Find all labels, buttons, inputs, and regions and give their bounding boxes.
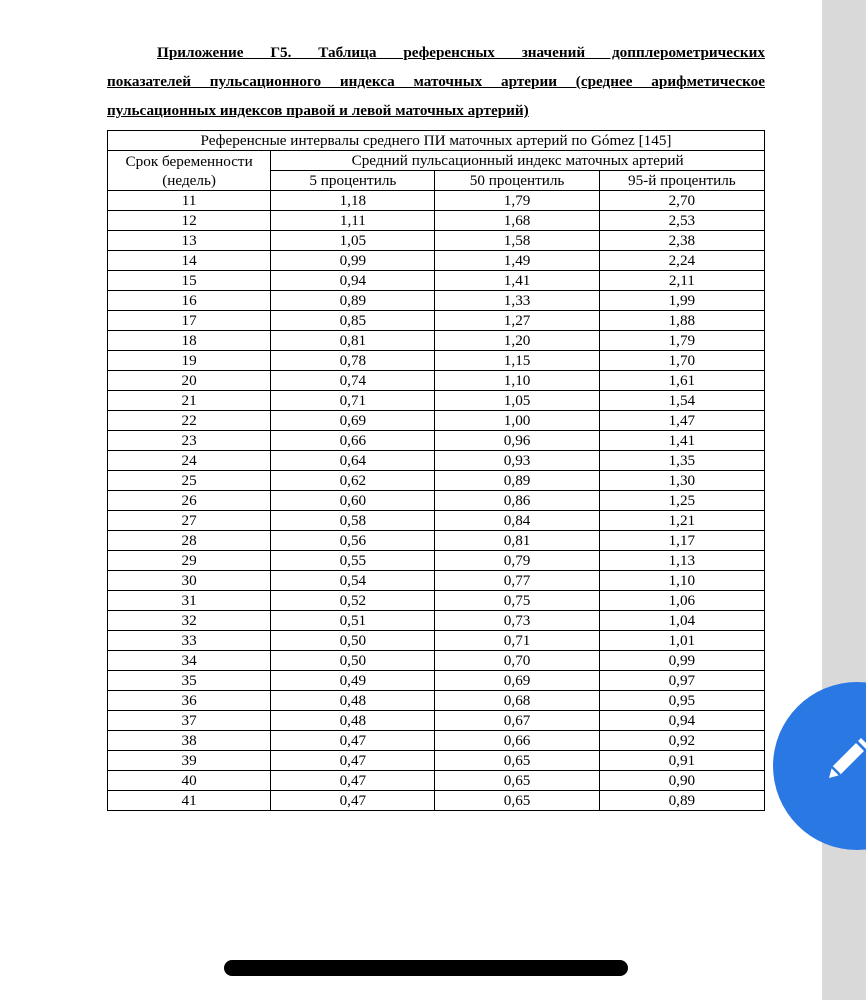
p50-cell: 0,89 bbox=[435, 471, 599, 491]
p95-cell: 1,99 bbox=[599, 291, 764, 311]
p50-cell: 1,15 bbox=[435, 351, 599, 371]
week-cell: 18 bbox=[108, 331, 271, 351]
table-row bbox=[108, 191, 765, 211]
week-header-line-2: (недель) bbox=[162, 171, 216, 189]
p95-cell: 0,99 bbox=[599, 651, 764, 671]
table-row bbox=[108, 271, 765, 291]
p5-cell: 0,66 bbox=[271, 431, 435, 451]
table-row bbox=[108, 531, 765, 551]
p5-cell: 0,50 bbox=[271, 651, 435, 671]
p95-cell: 1,47 bbox=[599, 411, 764, 431]
p95-cell: 0,95 bbox=[599, 691, 764, 711]
p50-cell: 0,70 bbox=[435, 651, 599, 671]
p50-cell: 0,66 bbox=[435, 731, 599, 751]
p50-cell: 0,81 bbox=[435, 531, 599, 551]
p5-cell: 0,48 bbox=[271, 711, 435, 731]
p50-cell: 0,79 bbox=[435, 551, 599, 571]
p50-cell: 0,73 bbox=[435, 611, 599, 631]
week-cell: 37 bbox=[108, 711, 271, 731]
p50-cell: 1,00 bbox=[435, 411, 599, 431]
p95-cell: 2,38 bbox=[599, 231, 764, 251]
appendix-heading bbox=[107, 38, 765, 125]
p5-cell: 0,47 bbox=[271, 791, 435, 811]
week-cell: 34 bbox=[108, 651, 271, 671]
p50-cell: 0,86 bbox=[435, 491, 599, 511]
p50-cell: 1,27 bbox=[435, 311, 599, 331]
p95-cell: 2,53 bbox=[599, 211, 764, 231]
week-cell: 38 bbox=[108, 731, 271, 751]
p5-cell: 0,71 bbox=[271, 391, 435, 411]
week-cell: 15 bbox=[108, 271, 271, 291]
week-cell: 30 bbox=[108, 571, 271, 591]
p5-column-header: 5 процентиль bbox=[271, 171, 435, 191]
table-row bbox=[108, 711, 765, 731]
p95-cell: 0,94 bbox=[599, 711, 764, 731]
scroll-rail[interactable] bbox=[822, 0, 866, 1000]
group-header: Средний пульсационный индекс маточных артерий bbox=[271, 151, 765, 171]
table-caption-row bbox=[108, 131, 765, 151]
table-row bbox=[108, 431, 765, 451]
p95-cell: 1,88 bbox=[599, 311, 764, 331]
p50-cell: 1,58 bbox=[435, 231, 599, 251]
p50-cell: 0,67 bbox=[435, 711, 599, 731]
p5-cell: 0,58 bbox=[271, 511, 435, 531]
heading-line-3: пульсационных индексов правой и левой маточных артерий) bbox=[107, 102, 529, 119]
table-row bbox=[108, 791, 765, 811]
p95-cell: 1,79 bbox=[599, 331, 764, 351]
table-row bbox=[108, 311, 765, 331]
week-cell: 11 bbox=[108, 191, 271, 211]
week-cell: 22 bbox=[108, 411, 271, 431]
table-row bbox=[108, 491, 765, 511]
p50-column-header: 50 процентиль bbox=[435, 171, 599, 191]
p5-cell: 0,52 bbox=[271, 591, 435, 611]
p95-cell: 1,70 bbox=[599, 351, 764, 371]
table-row bbox=[108, 691, 765, 711]
p95-cell: 2,24 bbox=[599, 251, 764, 271]
week-cell: 20 bbox=[108, 371, 271, 391]
p50-cell: 1,05 bbox=[435, 391, 599, 411]
table-row bbox=[108, 411, 765, 431]
table-row bbox=[108, 231, 765, 251]
table-row bbox=[108, 211, 765, 231]
table-row bbox=[108, 391, 765, 411]
table-row bbox=[108, 351, 765, 371]
week-cell: 24 bbox=[108, 451, 271, 471]
table-row bbox=[108, 631, 765, 651]
week-cell: 21 bbox=[108, 391, 271, 411]
table-row bbox=[108, 471, 765, 491]
p50-cell: 0,65 bbox=[435, 791, 599, 811]
week-cell: 36 bbox=[108, 691, 271, 711]
p95-cell: 1,04 bbox=[599, 611, 764, 631]
p5-cell: 1,05 bbox=[271, 231, 435, 251]
p50-cell: 0,77 bbox=[435, 571, 599, 591]
p95-cell: 1,61 bbox=[599, 371, 764, 391]
table-caption: Референсные интервалы среднего ПИ маточных артерий по Gómez [145] bbox=[108, 131, 765, 151]
week-cell: 33 bbox=[108, 631, 271, 651]
week-column-header bbox=[108, 151, 271, 191]
p5-cell: 0,94 bbox=[271, 271, 435, 291]
table-row bbox=[108, 651, 765, 671]
table-row bbox=[108, 511, 765, 531]
p50-cell: 1,68 bbox=[435, 211, 599, 231]
p95-cell: 2,70 bbox=[599, 191, 764, 211]
p5-cell: 0,89 bbox=[271, 291, 435, 311]
table-row bbox=[108, 591, 765, 611]
table-row bbox=[108, 731, 765, 751]
week-cell: 27 bbox=[108, 511, 271, 531]
table-row bbox=[108, 451, 765, 471]
p95-cell: 1,35 bbox=[599, 451, 764, 471]
p95-cell: 0,91 bbox=[599, 751, 764, 771]
p50-cell: 0,96 bbox=[435, 431, 599, 451]
p5-cell: 0,81 bbox=[271, 331, 435, 351]
week-cell: 17 bbox=[108, 311, 271, 331]
p5-cell: 0,55 bbox=[271, 551, 435, 571]
week-cell: 40 bbox=[108, 771, 271, 791]
p5-cell: 0,99 bbox=[271, 251, 435, 271]
p95-cell: 2,11 bbox=[599, 271, 764, 291]
heading-line-2: показателей пульсационного индекса маточных артерии (среднее арифметическое bbox=[107, 73, 765, 90]
p5-cell: 0,47 bbox=[271, 771, 435, 791]
table-row bbox=[108, 671, 765, 691]
p95-cell: 0,90 bbox=[599, 771, 764, 791]
p50-cell: 0,84 bbox=[435, 511, 599, 531]
p5-cell: 0,51 bbox=[271, 611, 435, 631]
p50-cell: 1,33 bbox=[435, 291, 599, 311]
week-cell: 14 bbox=[108, 251, 271, 271]
week-cell: 19 bbox=[108, 351, 271, 371]
p50-cell: 1,20 bbox=[435, 331, 599, 351]
week-cell: 28 bbox=[108, 531, 271, 551]
p95-cell: 1,01 bbox=[599, 631, 764, 651]
p95-cell: 1,06 bbox=[599, 591, 764, 611]
p50-cell: 0,69 bbox=[435, 671, 599, 691]
p95-cell: 0,97 bbox=[599, 671, 764, 691]
p95-cell: 1,30 bbox=[599, 471, 764, 491]
p5-cell: 0,74 bbox=[271, 371, 435, 391]
p5-cell: 0,69 bbox=[271, 411, 435, 431]
week-cell: 12 bbox=[108, 211, 271, 231]
p5-cell: 1,11 bbox=[271, 211, 435, 231]
week-header-line-1: Срок беременности bbox=[125, 152, 253, 170]
p95-cell: 1,13 bbox=[599, 551, 764, 571]
week-cell: 41 bbox=[108, 791, 271, 811]
week-cell: 35 bbox=[108, 671, 271, 691]
p5-cell: 0,54 bbox=[271, 571, 435, 591]
p5-cell: 0,50 bbox=[271, 631, 435, 651]
week-cell: 29 bbox=[108, 551, 271, 571]
table-row bbox=[108, 551, 765, 571]
p50-cell: 0,65 bbox=[435, 751, 599, 771]
p95-cell: 0,89 bbox=[599, 791, 764, 811]
p95-cell: 1,54 bbox=[599, 391, 764, 411]
p50-cell: 0,68 bbox=[435, 691, 599, 711]
reference-table bbox=[107, 130, 765, 811]
week-cell: 39 bbox=[108, 751, 271, 771]
table-row bbox=[108, 751, 765, 771]
week-cell: 13 bbox=[108, 231, 271, 251]
home-indicator[interactable] bbox=[224, 960, 628, 976]
p5-cell: 0,47 bbox=[271, 751, 435, 771]
table-row bbox=[108, 331, 765, 351]
p50-cell: 0,93 bbox=[435, 451, 599, 471]
pencil-icon bbox=[823, 734, 866, 784]
table-row bbox=[108, 251, 765, 271]
table-row bbox=[108, 571, 765, 591]
p95-column-header: 95-й процентиль bbox=[599, 171, 764, 191]
p50-cell: 0,75 bbox=[435, 591, 599, 611]
week-cell: 25 bbox=[108, 471, 271, 491]
p50-cell: 0,65 bbox=[435, 771, 599, 791]
p5-cell: 0,78 bbox=[271, 351, 435, 371]
table-row bbox=[108, 611, 765, 631]
p5-cell: 0,85 bbox=[271, 311, 435, 331]
p5-cell: 0,64 bbox=[271, 451, 435, 471]
p95-cell: 1,10 bbox=[599, 571, 764, 591]
p5-cell: 0,60 bbox=[271, 491, 435, 511]
p95-cell: 1,41 bbox=[599, 431, 764, 451]
week-cell: 16 bbox=[108, 291, 271, 311]
table-body bbox=[108, 191, 765, 811]
p50-cell: 1,49 bbox=[435, 251, 599, 271]
p50-cell: 1,41 bbox=[435, 271, 599, 291]
p5-cell: 0,62 bbox=[271, 471, 435, 491]
p5-cell: 0,47 bbox=[271, 731, 435, 751]
heading-line-1: Приложение Г5. Таблица референсных значений допплерометрических bbox=[157, 44, 765, 61]
p50-cell: 0,71 bbox=[435, 631, 599, 651]
p95-cell: 1,21 bbox=[599, 511, 764, 531]
p95-cell: 1,25 bbox=[599, 491, 764, 511]
week-cell: 31 bbox=[108, 591, 271, 611]
week-cell: 32 bbox=[108, 611, 271, 631]
week-cell: 23 bbox=[108, 431, 271, 451]
p5-cell: 0,49 bbox=[271, 671, 435, 691]
p50-cell: 1,10 bbox=[435, 371, 599, 391]
p5-cell: 0,48 bbox=[271, 691, 435, 711]
p5-cell: 0,56 bbox=[271, 531, 435, 551]
table-header-row bbox=[108, 151, 765, 171]
p95-cell: 1,17 bbox=[599, 531, 764, 551]
table-row bbox=[108, 291, 765, 311]
week-cell: 26 bbox=[108, 491, 271, 511]
table-row bbox=[108, 371, 765, 391]
table-row bbox=[108, 771, 765, 791]
p50-cell: 1,79 bbox=[435, 191, 599, 211]
p5-cell: 1,18 bbox=[271, 191, 435, 211]
p95-cell: 0,92 bbox=[599, 731, 764, 751]
